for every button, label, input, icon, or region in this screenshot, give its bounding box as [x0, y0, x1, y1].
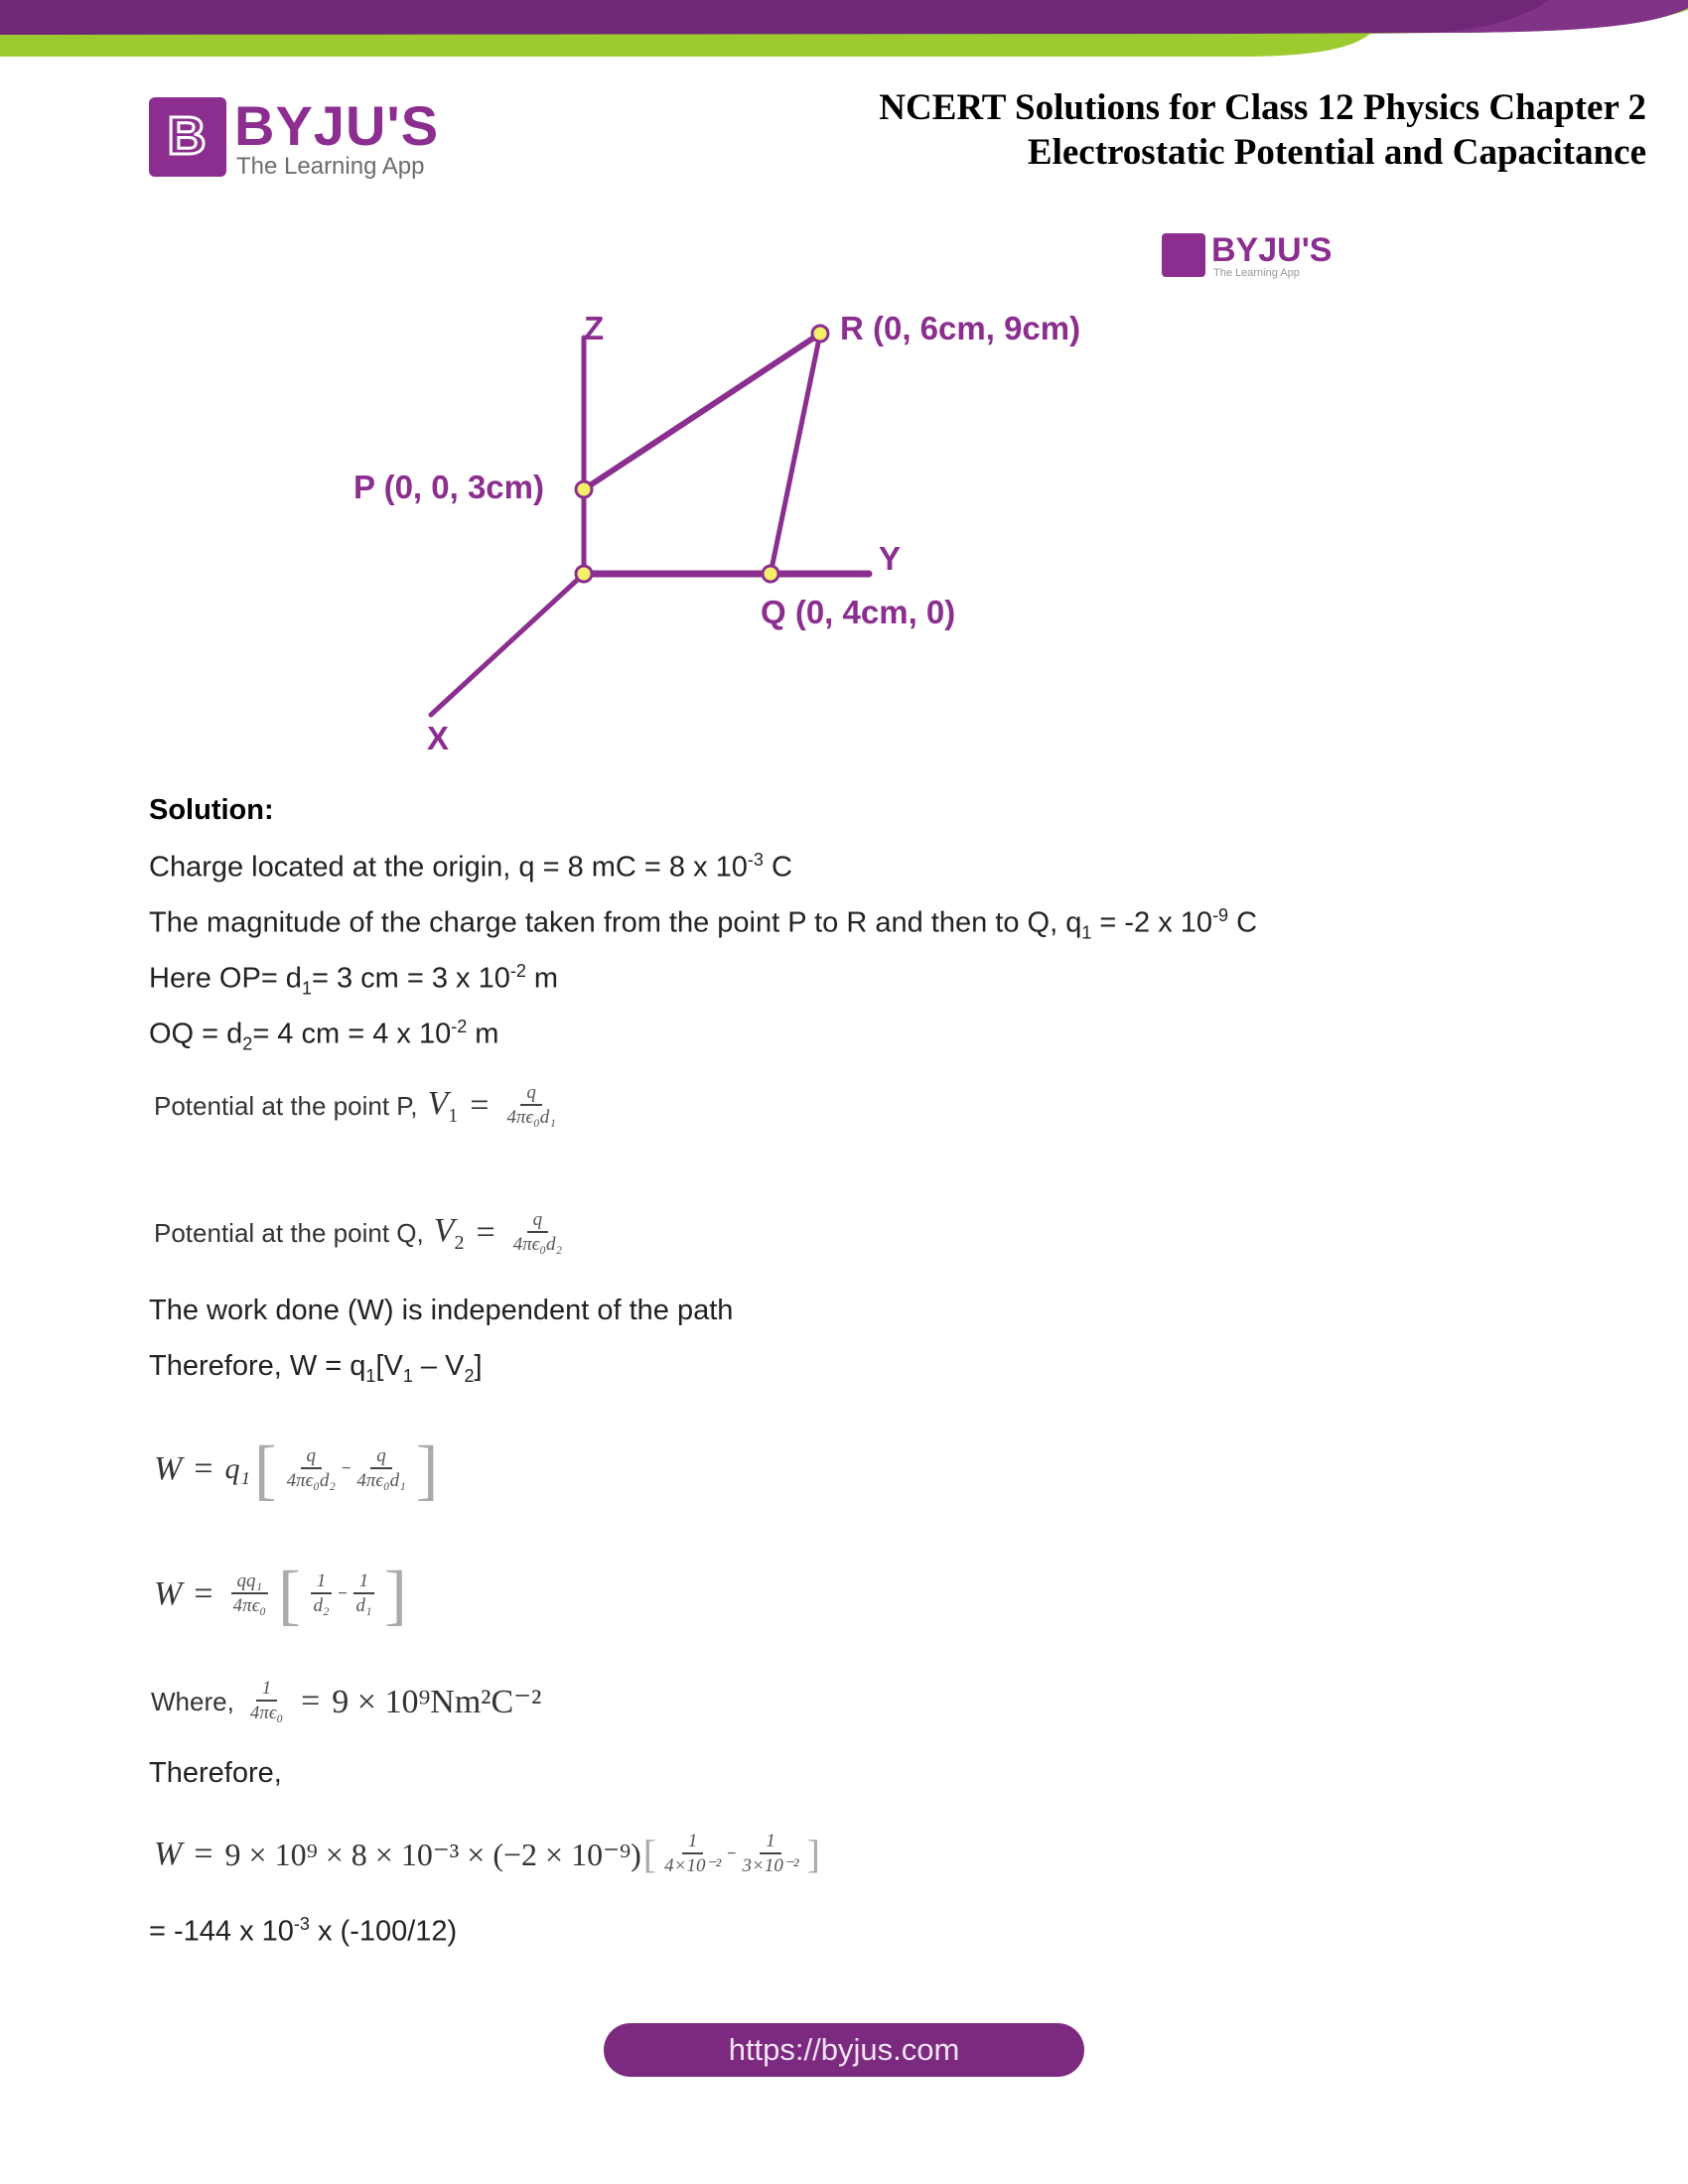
work-equation-1: W = q₁ [ $\frac{q}{\text{4πϵ₀d₂}}$ − $\frac{q}{\text{4πϵ₀d₁}}$ ]	[154, 1432, 439, 1507]
point-p	[576, 481, 592, 497]
point-origin	[576, 566, 592, 582]
title-line-2: Electrostatic Potential and Capacitance	[1027, 132, 1646, 173]
result-line: = -144 x $10^{-3}$ x (-100/12)	[149, 1914, 458, 1948]
point-p-label: P (0, 0, 3cm)	[353, 469, 544, 505]
point-q	[763, 566, 778, 582]
therefore-label: Therefore,	[149, 1757, 282, 1789]
point-q-label: Q (0, 4cm, 0)	[761, 594, 956, 630]
work-equation-2: W = $\frac{\text{qq₁}}{\text{4πϵ₀}}$ [ $\frac{1}{\text{d₂}}$ − $\frac{1}{\text{d₁}}$ ]	[154, 1557, 407, 1632]
logo-tagline: The Learning App	[236, 153, 425, 180]
footer-url-link[interactable]: https://byjus.com	[604, 2023, 1084, 2077]
path-independence-line: The work done (W) is independent of the path	[149, 1295, 734, 1326]
title-line-1: NCERT Solutions for Class 12 Physics Chapter 2	[879, 87, 1646, 128]
x-axis	[431, 574, 584, 715]
charge-origin-line: Charge located at the origin, q = 8 mC = 8 x $10^{-3}$ C	[149, 850, 792, 884]
potential-p-equation: Potential at the point P, $V_1$ = $\frac{q}{\text{4πϵ₀d₁}}$	[154, 1082, 556, 1128]
point-r-label: R (0, 6cm, 9cm)	[840, 310, 1081, 346]
z-axis-label: Z	[584, 310, 605, 346]
x-axis-label: X	[427, 720, 450, 756]
potential-q-equation: Potential at the point Q, $V_2$ = $\frac{q}{\text{4πϵ₀d₂}}$	[154, 1209, 563, 1255]
distance-op-line: Here $OP= d_1= 3$ cm = 3 x $10^{-2}$ m	[149, 961, 559, 999]
coordinate-diagram: BYJU'S The Learning App Z Y X R (0, 6cm, 9cm) P (0, 0, 3cm) Q (0, 4cm, 0)	[298, 218, 1390, 774]
work-equation-3: W = 9 × 10⁹ × 8 × 10⁻³ × (−2 × 10⁻⁹) [ $\frac{1}{\text{4×10⁻²}}$ − $\frac{1}{\text{3×10⁻²}}$ ]	[154, 1831, 820, 1876]
segment-rq	[771, 334, 820, 574]
constant-definition: Where, $\frac{1}{\text{4πϵ₀}}$ = 9 × 10⁹Nm²C⁻²	[151, 1678, 542, 1723]
charge-magnitude-line: The magnitude of the charge taken from the point P to R and then to Q, $q_1 = -2$ x $10^{-9}$ C	[149, 905, 1258, 943]
segment-pr	[584, 334, 820, 489]
document-title	[879, 85, 1646, 175]
byjus-logo	[149, 94, 440, 181]
header-band	[0, 0, 1688, 69]
point-r	[812, 326, 828, 341]
y-axis-label: Y	[879, 540, 902, 577]
logo-wordmark: BYJU'S	[234, 94, 440, 157]
logo-icon: B	[149, 97, 226, 177]
work-definition-line: Therefore, $W = q_1[V_1 - V_2]$	[149, 1350, 483, 1386]
solution-heading: Solution:	[149, 794, 274, 826]
distance-oq-line: OQ = $d_2= 4$ cm = 4 x $10^{-2}$ m	[149, 1017, 499, 1054]
